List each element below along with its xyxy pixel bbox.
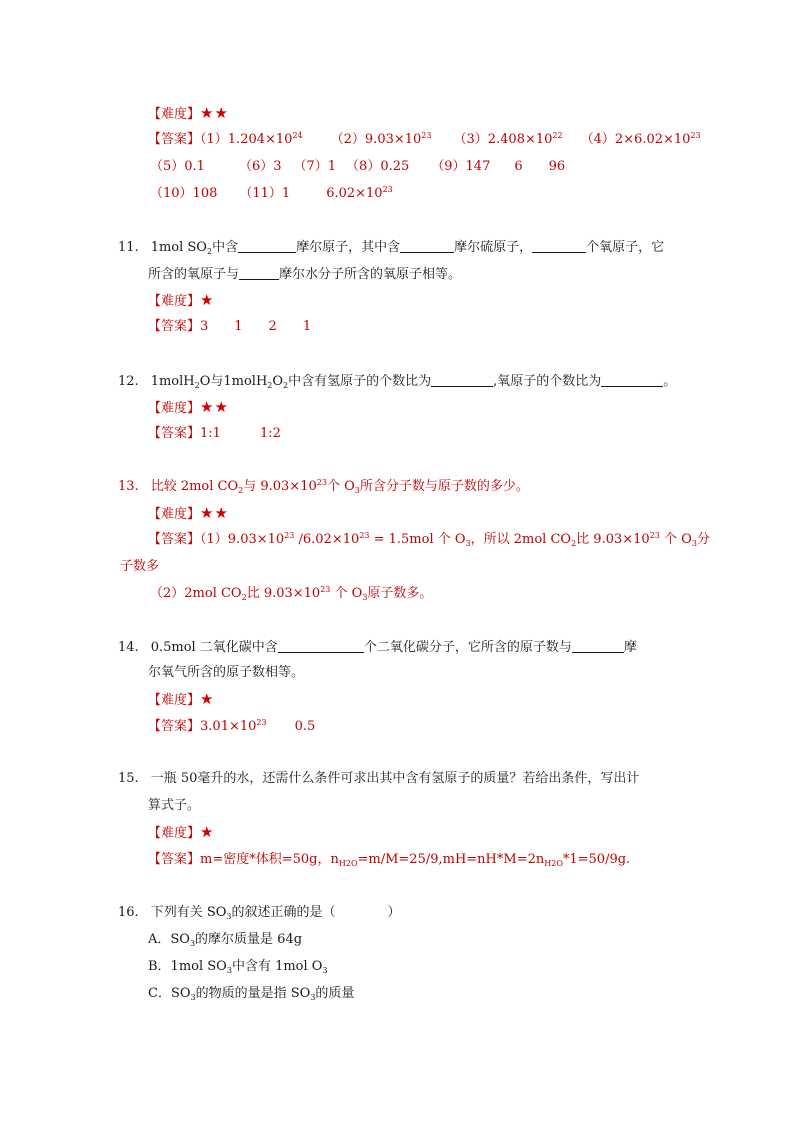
answer-blank[interactable]	[572, 638, 624, 653]
option-text: A．SO	[148, 932, 190, 947]
q12-question	[118, 372, 676, 391]
q16-question	[118, 904, 401, 922]
subscript: 3	[310, 993, 316, 1002]
exponent: 23	[284, 531, 295, 540]
question-text: 算式子。	[148, 798, 201, 813]
difficulty-stars: ★★	[200, 398, 229, 416]
q13-answer-line-3	[150, 585, 432, 603]
answer-label: 【答案】	[148, 719, 201, 734]
ans-part: （8）0.25	[346, 159, 410, 174]
question-text: 摩尔硫原子，	[454, 240, 533, 255]
ans-part: （4）2×6.02×10	[580, 132, 691, 147]
difficulty-label: 【难度】	[148, 107, 201, 122]
answer-text: 个 O	[659, 532, 692, 547]
q11-question-line-2	[148, 265, 461, 284]
answer-text: 3.01×10	[200, 719, 257, 734]
subscript: 3	[465, 539, 471, 548]
answer-text: 比 9.03×10	[576, 532, 650, 547]
exponent: 22	[552, 131, 563, 140]
ans-part: 6.02×10	[326, 186, 383, 201]
subscript: 2	[206, 247, 213, 256]
exponent: 23	[256, 718, 267, 727]
answer-text: （2）2mol CO	[150, 586, 242, 601]
answer-blank[interactable]	[239, 265, 279, 280]
q15-question-line-2	[148, 797, 200, 815]
difficulty-stars: ★★	[200, 104, 229, 122]
q14-question-line-1	[118, 638, 637, 657]
question-text: 摩尔原子，其中含	[296, 240, 401, 255]
subscript: 3	[354, 486, 360, 495]
exponent: 23	[649, 531, 660, 540]
q11-difficulty	[148, 291, 214, 311]
ans-part: （5）0.1	[150, 159, 205, 174]
question-text: 个氧原子，它	[586, 240, 665, 255]
exponent: 24	[292, 131, 303, 140]
subscript: 2	[283, 381, 289, 390]
answer-blank[interactable]	[431, 372, 493, 387]
q11-question-line-1	[118, 238, 664, 257]
q14-question-line-2	[148, 664, 304, 682]
answer-label: 【答案】	[148, 132, 201, 147]
ans-part: （11）1	[239, 186, 291, 201]
question-text: 个二氧化碳分子，它所含的原子数与	[363, 640, 572, 655]
question-number: 13.	[118, 479, 139, 494]
exponent: 23	[320, 585, 331, 594]
question-text: 摩尔水分子所含的氧原子相等。	[279, 267, 462, 282]
answer-label: 【答案】	[148, 319, 201, 334]
question-number: 11.	[118, 240, 139, 255]
q15-difficulty	[148, 823, 214, 843]
question-text: 1molH	[150, 374, 195, 389]
q14-difficulty	[148, 690, 214, 710]
answer-label: 【答案】	[148, 532, 201, 547]
q10-answer-line-3	[150, 185, 393, 203]
subscript: 3	[322, 966, 328, 975]
subscript: 3	[189, 939, 196, 948]
q16-option-a[interactable]	[148, 931, 302, 949]
answer-text: 原子数多。	[367, 586, 433, 601]
answer-text: m=密度*体积=50g，n	[200, 852, 339, 867]
question-text: O与1molH	[199, 374, 268, 389]
q10-difficulty	[148, 104, 229, 124]
question-text: 。	[663, 374, 677, 389]
answer-text: = 1.5mol 个 O	[369, 532, 466, 547]
ans-part: （3）2.408×10	[453, 132, 553, 147]
answer-text: /6.02×10	[294, 532, 360, 547]
subscript: 2	[267, 381, 273, 390]
exponent: 23	[690, 131, 701, 140]
difficulty-label: 【难度】	[148, 826, 201, 841]
question-text: 下列有关 SO	[150, 905, 227, 920]
question-number: 14.	[118, 640, 139, 655]
answer-text: 子数多	[120, 559, 160, 574]
exponent: 23	[359, 531, 370, 540]
q13-answer-line-1	[148, 531, 710, 549]
question-text: 个 O	[326, 479, 355, 494]
question-text: 摩	[623, 640, 637, 655]
answer-text: （1）9.03×10	[200, 532, 285, 547]
answer-text: 分	[696, 532, 710, 547]
difficulty-stars: ★	[200, 291, 215, 309]
question-text: ,氧原子的个数比为	[493, 374, 602, 389]
q12-difficulty	[148, 398, 229, 418]
answer-text: 3 1 2 1	[200, 319, 312, 334]
question-text: 的叙述正确的是（ ）	[231, 905, 401, 920]
answer-text: *1=50/9g.	[562, 852, 631, 867]
question-text: O	[272, 374, 284, 389]
question-number: 12.	[118, 374, 139, 389]
difficulty-stars: ★★	[200, 504, 229, 522]
answer-blank[interactable]	[278, 638, 364, 653]
question-text: 1mol SO	[150, 240, 207, 255]
q12-answer	[148, 425, 281, 443]
subscript: 2	[238, 486, 244, 495]
answer-label: 【答案】	[148, 426, 201, 441]
answer-blank[interactable]	[532, 238, 586, 253]
q14-answer	[148, 718, 315, 736]
question-number: 16.	[118, 905, 139, 920]
q10-answer-line-2	[150, 158, 565, 176]
question-text: 比较 2mol CO	[150, 479, 239, 494]
question-number: 15.	[118, 771, 139, 786]
subscript: 3	[190, 993, 196, 1002]
option-text: 的物质的量是指 SO	[195, 986, 311, 1001]
difficulty-stars: ★	[200, 823, 215, 841]
question-text: 中含	[212, 240, 239, 255]
q13-answer-line-2	[120, 558, 159, 576]
answer-text: ，所以 2mol CO	[470, 532, 572, 547]
answer-label: 【答案】	[148, 852, 201, 867]
answer-blank[interactable]	[400, 238, 454, 253]
subscript: 3	[362, 593, 368, 602]
exponent: 23	[382, 185, 393, 194]
subscript: H2O	[338, 859, 358, 868]
ans-part: （1）1.204×10	[200, 132, 293, 147]
difficulty-label: 【难度】	[148, 507, 201, 522]
subscript: 3	[226, 966, 232, 975]
q13-question	[118, 478, 529, 496]
difficulty-label: 【难度】	[148, 294, 201, 309]
question-text: 中含有氢原子的个数比为	[288, 374, 432, 389]
question-text: 尔氧气所含的原子数相等。	[148, 665, 305, 680]
difficulty-label: 【难度】	[148, 401, 201, 416]
answer-blank[interactable]	[601, 372, 663, 387]
question-text: 0.5mol 二氧化碳中含	[150, 640, 278, 655]
subscript: H2O	[544, 859, 563, 868]
answer-blank[interactable]	[238, 238, 296, 253]
option-text: B．1mol SO	[148, 959, 227, 974]
question-text: 一瓶 50毫升的水，还需什么条件可求出其中含有氢原子的质量？若给出条件，写出计	[150, 771, 640, 786]
option-text: 的质量	[315, 986, 355, 1001]
ans-part: （10）108	[150, 186, 218, 201]
ans-part: （9）147	[431, 159, 491, 174]
ans-part: 6	[514, 159, 523, 174]
answer-text: 0.5	[294, 719, 316, 734]
question-text: 所含分子数与原子数的多少。	[359, 479, 529, 494]
exponent: 23	[421, 131, 432, 140]
q11-answer	[148, 318, 311, 336]
subscript: 2	[241, 593, 247, 602]
subscript: 2	[571, 539, 577, 548]
q15-answer	[148, 851, 630, 869]
ans-part: （7）1	[293, 159, 337, 174]
question-text: 所含的氧原子与	[148, 267, 240, 282]
answer-text: =m/M=25/9,mH=nH*M=2n	[357, 852, 545, 867]
difficulty-stars: ★	[200, 690, 215, 708]
q10-answer-line-1	[148, 131, 701, 149]
q16-option-c[interactable]	[148, 985, 354, 1003]
answer-text: 比 9.03×10	[246, 586, 321, 601]
option-text: C．SO	[148, 986, 191, 1001]
answer-text: 个 O	[330, 586, 363, 601]
q15-question-line-1	[118, 770, 639, 788]
q16-option-b[interactable]	[148, 958, 328, 976]
difficulty-label: 【难度】	[148, 693, 201, 708]
subscript: 2	[194, 381, 200, 390]
option-text: 的摩尔质量是 64g	[195, 932, 303, 947]
option-text: 中含有 1mol O	[231, 959, 323, 974]
ans-part: （2）9.03×10	[330, 132, 422, 147]
ans-part: 96	[548, 159, 566, 174]
ans-part: （6）3	[238, 159, 282, 174]
subscript: 3	[691, 539, 697, 548]
answer-text: 1:1 1:2	[200, 426, 281, 441]
exponent: 23	[316, 478, 327, 487]
question-text: 与 9.03×10	[243, 479, 317, 494]
q13-difficulty	[148, 504, 229, 524]
subscript: 3	[226, 912, 232, 921]
